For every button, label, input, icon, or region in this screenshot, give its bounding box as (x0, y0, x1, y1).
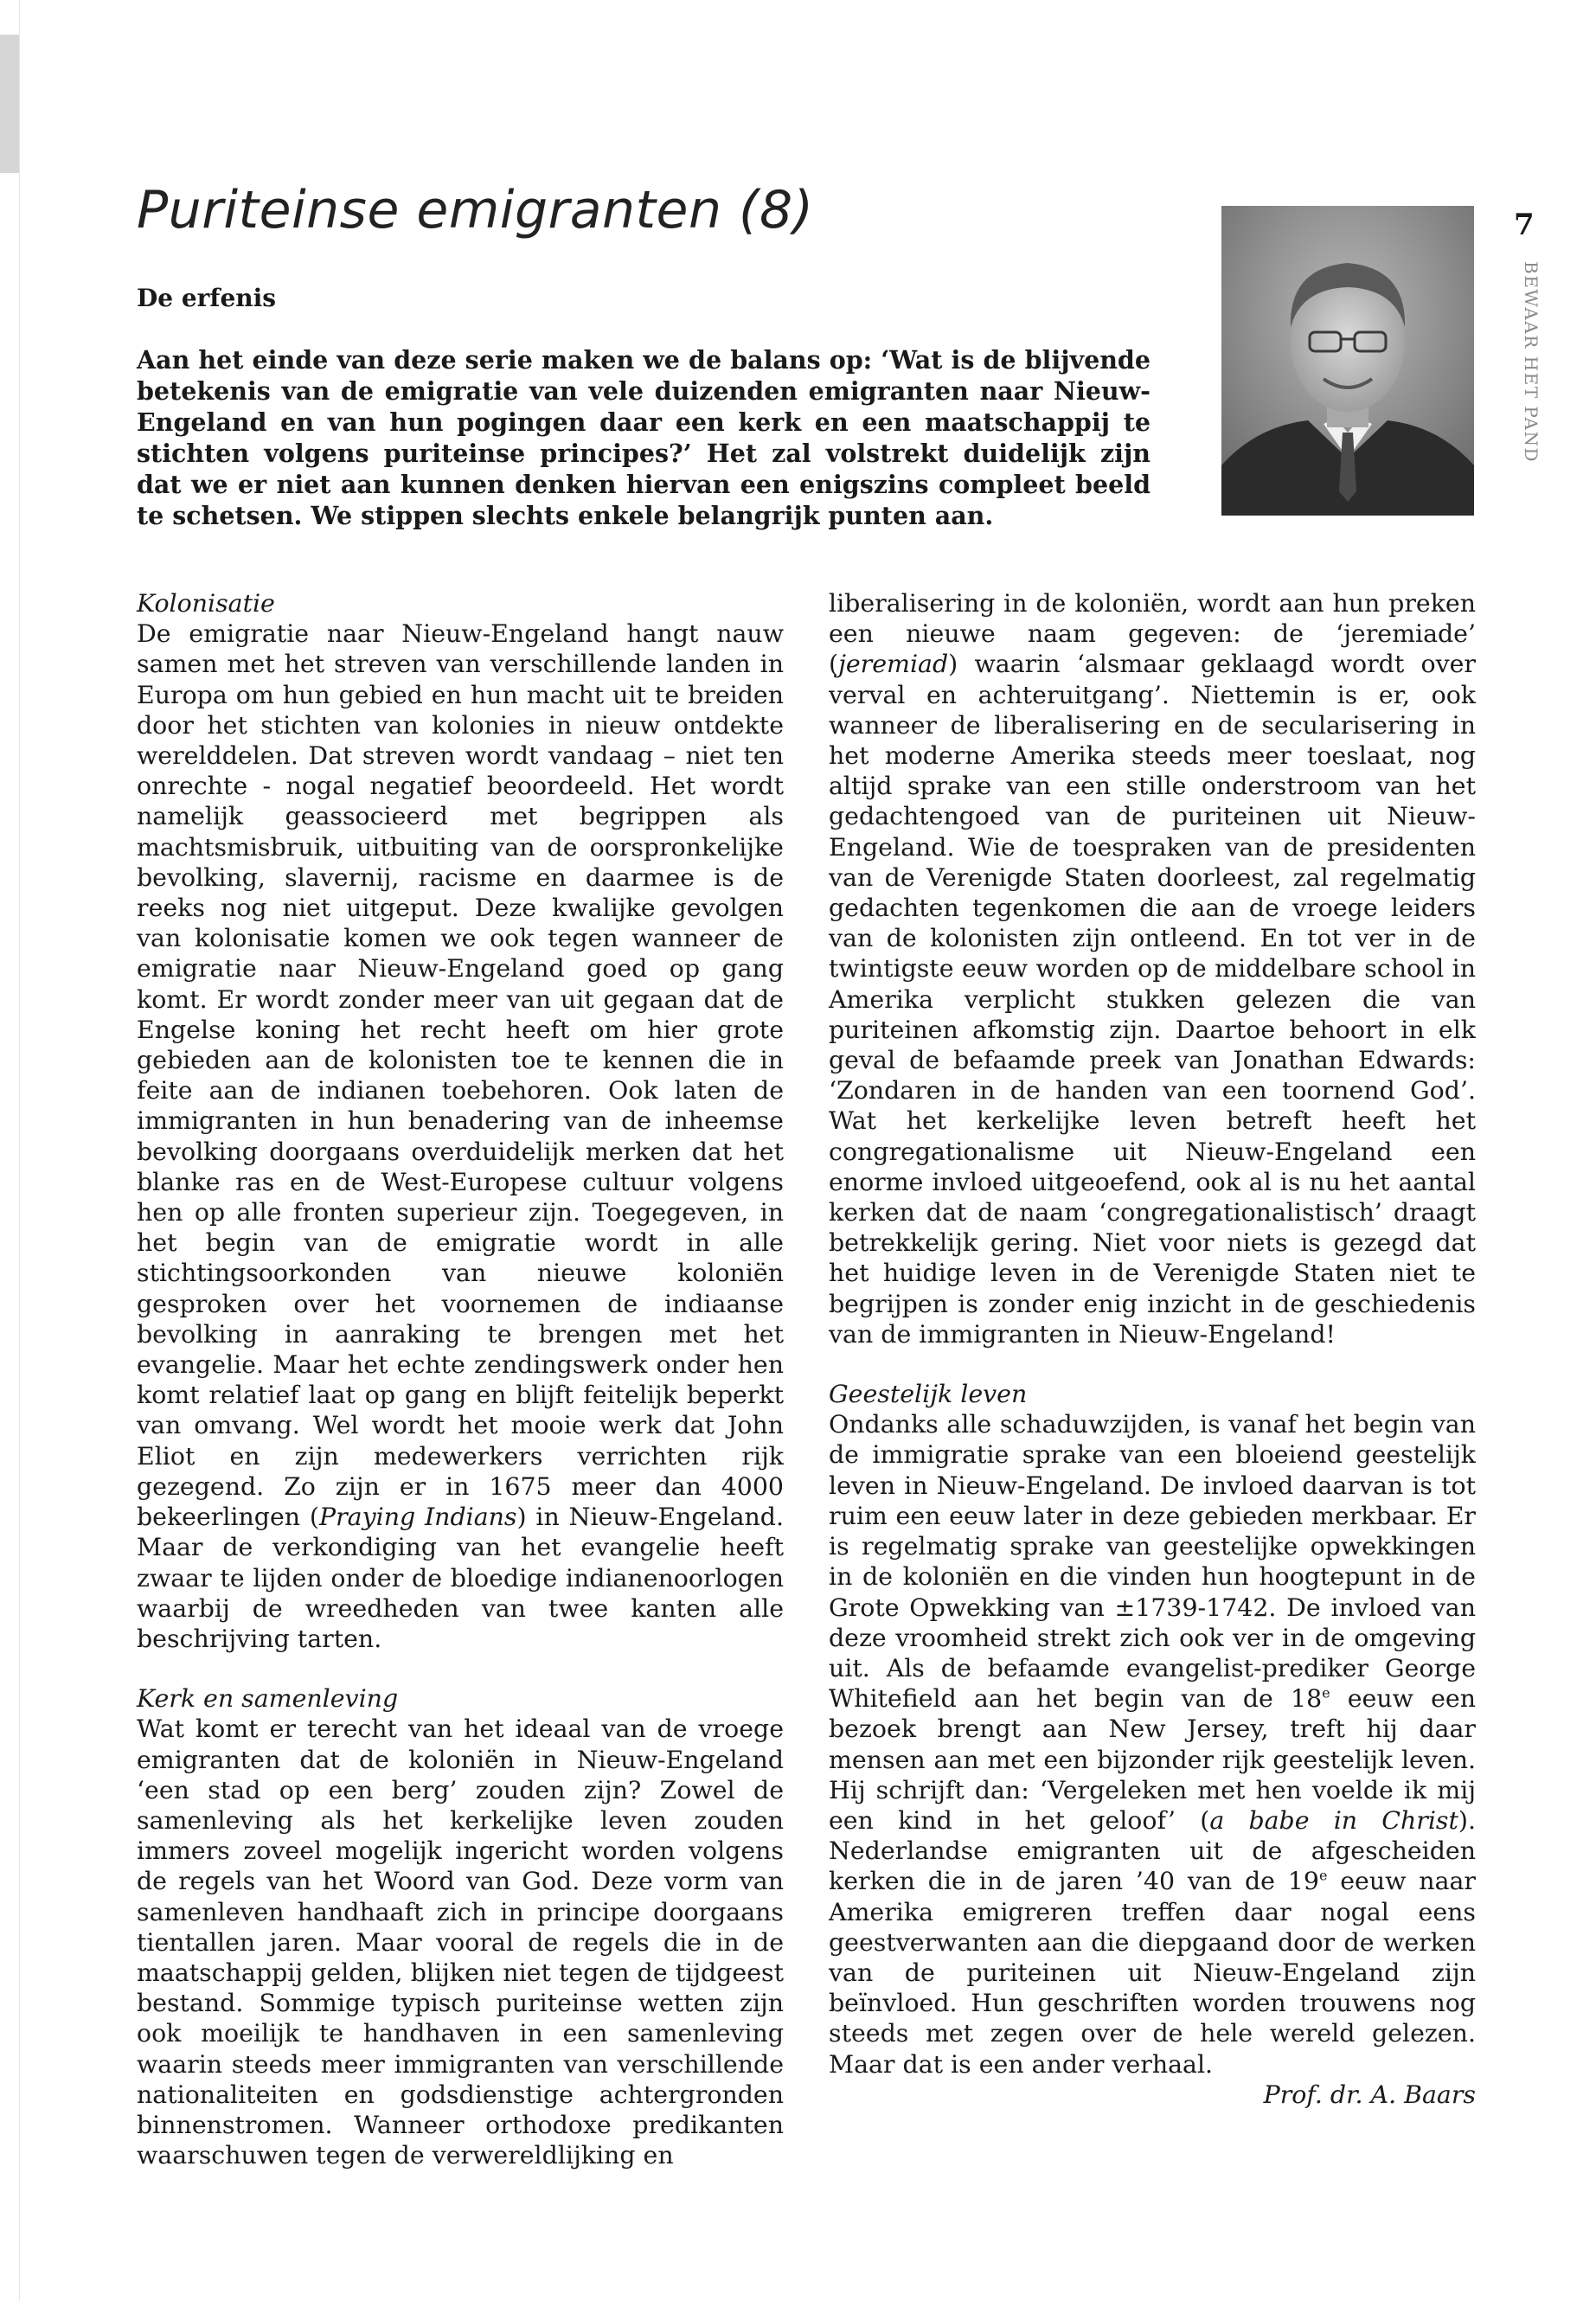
page-edge-line (19, 0, 20, 2301)
column-left (137, 588, 784, 2170)
text-run: eeuw naar Amerika emigreren treffen daar nogal eens geestverwanten aan die diepgaand door de werken van de puriteinen uit Nieuw-Engeland zijn beïnvloed. Hun geschriften worden trouwens nog steeds met zegen over de hele wereld gelezen. Maar dat is een ander verhaal. (829, 1867, 1476, 2079)
superscript: e (1322, 1684, 1330, 1702)
section-heading-geestelijk: Geestelijk leven (829, 1380, 1028, 1409)
text-run: liberalisering in de koloniën, wordt aan hun preken een nieuwe naam gegeven: de ‘jeremiade’ ( (829, 589, 1476, 679)
article-subtitle: De erfenis (137, 284, 277, 312)
paragraph-kolonisatie (137, 619, 784, 1654)
magazine-name: BEWAAR HET PAND (1521, 261, 1542, 463)
section-heading-kolonisatie: Kolonisatie (137, 589, 275, 618)
italic-term: a babe in Christ (1209, 1805, 1458, 1835)
text-run: De emigratie naar Nieuw-Engeland hangt nauw samen met het streven van verschillende landen in Europa om hun gebied en hun macht uit te breiden door het stichten van kolonies in nieuw ontdekte werelddelen. Dat streven wordt vandaag – niet ten onrechte - nogal negatief beoordeeld. Het wordt namelijk geassocieerd met begrippen als machtsmisbruik, uitbuiting van de oorspronkelijke bevolking, slavernij, racisme en daarmee is de reeks nog niet uitgeput. Deze kwalijke gevolgen van kolonisatie komen we ook tegen wanneer de emigratie naar Nieuw-Engeland goed op gang komt. Er wordt zonder meer van uit gegaan dat de Engelse koning het recht heeft om hier grote gebieden aan de kolonisten toe te kennen die in feite aan de indianen toebehoren. Ook laten de immigranten in hun benadering van de inheemse bevolking doorgaans overduidelijk merken dat het blanke ras en de West-Europese cultuur volgens hen op alle fronten superieur zijn. Toegegeven, in het begin van de emigratie wordt in alle stichtingsoorkonden van nieuwe koloniën gesproken over het voornemen de indiaanse bevolking in aanraking te brengen met het evangelie. Maar het echte zendingswerk onder hen komt relatief laat op gang en blijft feitelijk beperkt van omvang. Wel wordt het mooie werk dat John Eliot en zijn medewerkers verrichten rijk gezegend. Zo zijn er in 1675 meer dan 4000 bekeerlingen ( (137, 619, 784, 1532)
superscript: e (1318, 1867, 1328, 1884)
page-number: 7 (1514, 208, 1535, 242)
article-lead: Aan het einde van deze serie maken we de balans op: ‘Wat is de blijvende betekenis van de emigratie van vele duizenden emigranten naar Nieuw-Engeland en van hun pogingen daar een kerk en een maatschappij te stichten volgens puriteinse principes?’ Het zal volstrekt duidelijk zijn dat we er niet aan kunnen denken hiervan een enigszins compleet beeld te schetsen. We stippen slechts enkele belangrijk punten aan. (137, 345, 1151, 530)
text-run: ). Nederlandse emigranten uit de afgescheiden kerken die in de jaren ’40 van de 19 (829, 1805, 1476, 1896)
text-run: ) in Nieuw-Engeland. Maar de verkondiging van het evangelie heeft zwaar te lijden onder de bloedige indianenoorlogen waarbij de wreedheden van twee kanten alle beschrijving tarten. (137, 1503, 784, 1653)
text-run: ) waarin ‘alsmaar geklaagd wordt over verval en achteruitgang’. Niettemin is er, ook wanneer de liberalisering en de secularisering in het moderne Amerika steeds meer toeslaat, nog altijd sprake van een stille onderstroom van het gedachtengoed van de puriteinen uit Nieuw-Engeland. Wie de toespraken van de presidenten van de Verenigde Staten doorleest, zal regelmatig gedachten tegenkomen die aan de vroege leiders van de kolonisten zijn ontleend. En tot ver in de twintigste eeuw worden op de middelbare school in Amerika verplicht stukken gelezen die van puriteinen afkomstig zijn. Daartoe behoort in elk geval de befaamde preek van Jonathan Edwards: ‘Zondaren in de handen van een toornend God’. Wat het kerkelijke leven betreft heeft het congregationalisme uit Nieuw-Engeland een enorme invloed uitgeoefend, ook al is nu het aantal kerken dat de naam ‘congregationalistisch’ draagt betrekkelijk gering. Niet voor niets is gezegd dat het huidige leven in de Verenigde Staten niet te begrijpen is zonder enig inzicht in de geschiedenis van de immigranten in Nieuw-Engeland! (829, 650, 1476, 1349)
page-edge-tab (0, 35, 19, 173)
section-heading-kerk: Kerk en samenleving (137, 1684, 399, 1714)
paragraph-geestelijk (829, 1409, 1476, 2079)
author-portrait-image (1221, 206, 1474, 516)
text-run: Ondanks alle schaduwzijden, is vanaf het begin van de immigratie sprake van een bloeiend geestelijk leven in Nieuw-Engeland. De invloed daarvan is tot ruim een eeuw later in deze gebieden merkbaar. Er is regelmatig sprake van geestelijke opwekkingen in de koloniën en die vinden hun hoogtepunt in de Grote Opwekking van ±1739-1742. De invloed van deze vroomheid strekt zich ook ver in de omgeving uit. Als de befaamde evangelist-prediker George Whitefield aan het begin van de 18 (829, 1410, 1476, 1714)
paragraph-kerk-part2 (829, 588, 1476, 1349)
italic-term: jeremiad (838, 650, 949, 679)
text-run: eeuw een bezoek brengt aan New Jersey, treft hij daar mensen aan met een bijzonder rijk geestelijk leven. Hij schrijft dan: ‘Vergeleken met hen voelde ik mij een kind in het geloof’ ( (829, 1684, 1476, 1835)
article-title: Puriteinse emigranten (8) (137, 180, 814, 240)
author-portrait (1221, 206, 1474, 516)
column-right (829, 588, 1476, 2110)
author-signature: Prof. dr. A. Baars (1263, 2080, 1476, 2109)
italic-term: Praying Indians (318, 1503, 517, 1532)
paragraph-kerk-part1: Wat komt er terecht van het ideaal van de vroege emigranten dat de koloniën in Nieuw-Engeland ‘een stad op een berg’ zouden zijn? Zowel de samenleving als het kerkelijke leven zouden immers zoveel mogelijk ingericht worden volgens de regels van het Woord van God. Deze vorm van samenleven handhaaft zich in principe doorgaans tientallen jaren. Maar vooral de regels die in de maatschappij gelden, blijken niet tegen de tijdgeest bestand. Sommige typisch puriteinse wetten zijn ook moeilijk te handhaven in een samenleving waarin steeds meer immigranten van verschillende nationaliteiten en godsdienstige achtergronden binnenstromen. Wanneer orthodoxe predikanten waarschuwen tegen de verwereldlijking en (137, 1715, 784, 2170)
